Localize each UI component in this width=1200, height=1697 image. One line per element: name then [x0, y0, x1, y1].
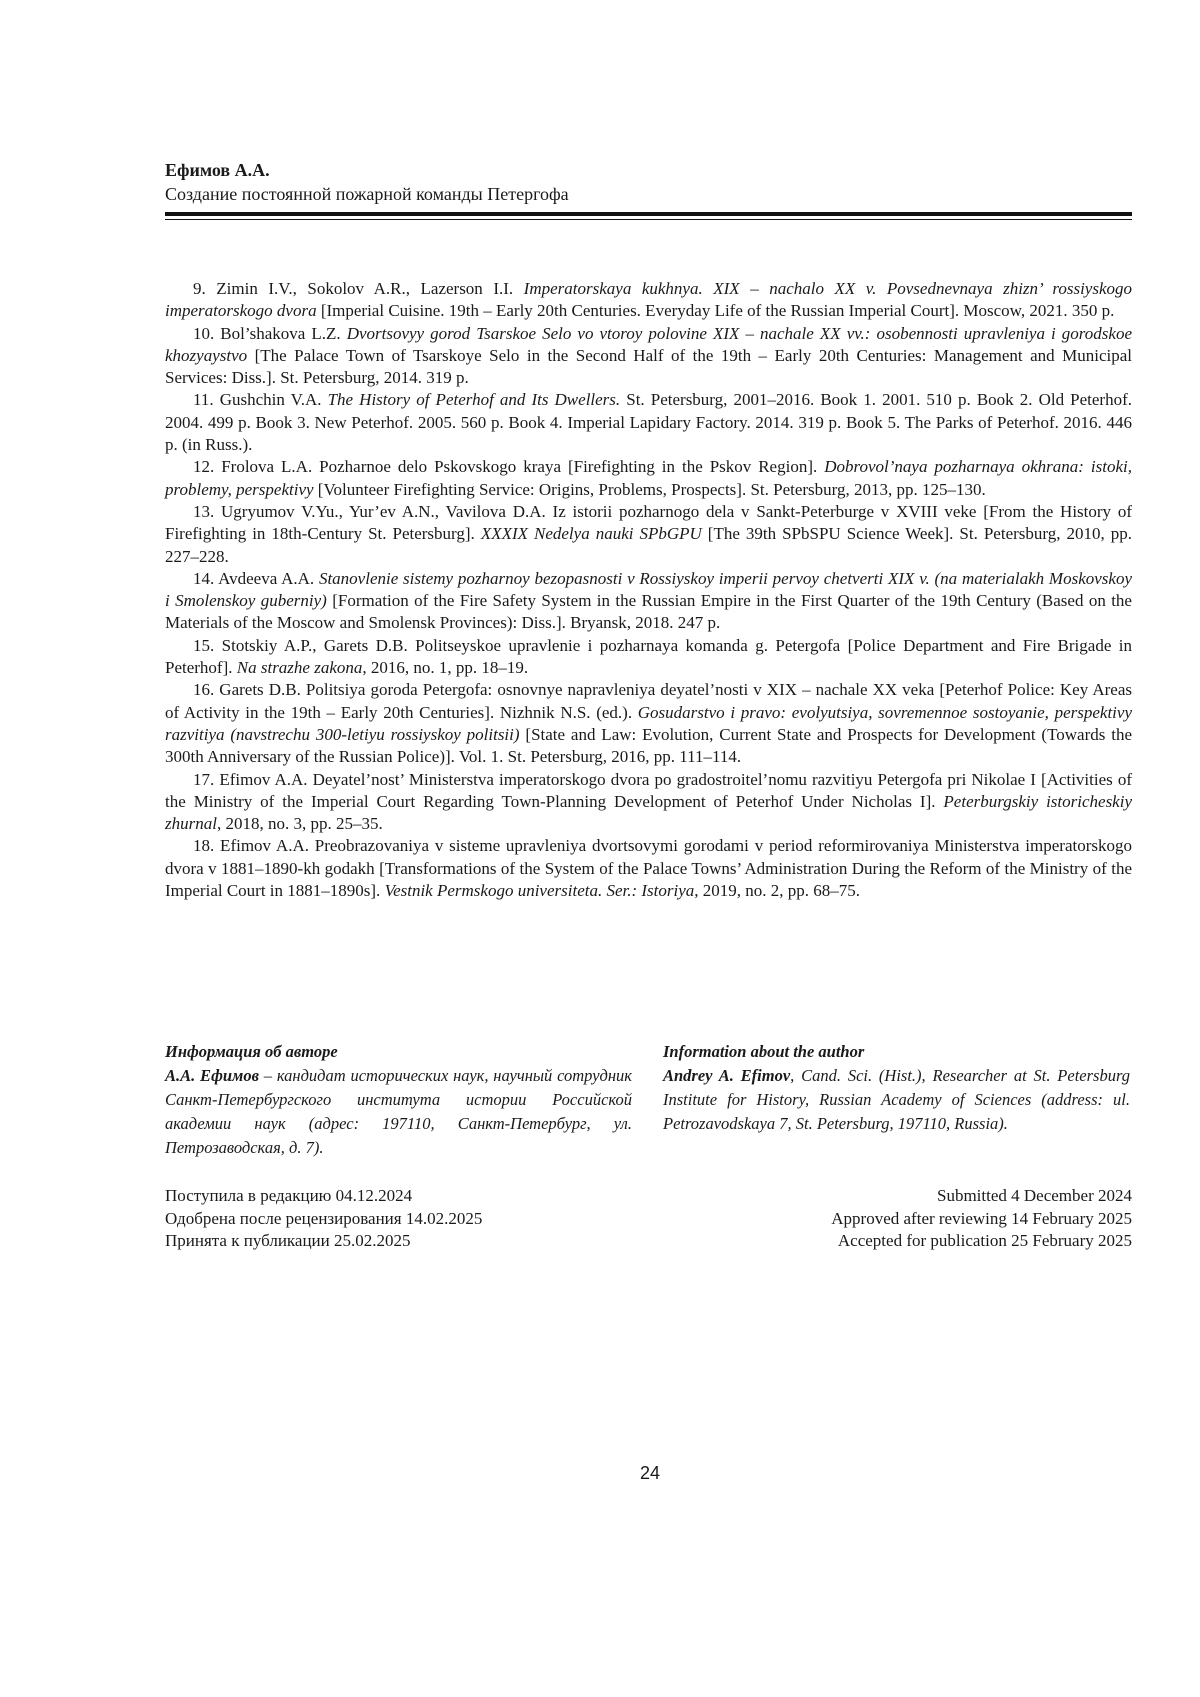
author-info-ru	[165, 1040, 632, 1160]
author-info-en	[663, 1040, 1130, 1136]
date-approved-en: Approved after reviewing 14 February 2025	[665, 1208, 1132, 1231]
reference-item: 10. Bol’shakova L.Z. Dvortsovyy gorod Tsarskoe Selo vo vtoroy polovine XIX – nachale XX vv.: osobennosti upravleniya i gorodskoe khozyaystvo [The Palace Town of Tsarskoye Selo in the Second Half of the 19th – Early 20th Centuries: Management and Municipal Services: Diss.]. St. Petersburg, 2014. 319 p.	[165, 323, 1132, 390]
header-rule-thin	[165, 219, 1132, 220]
date-accepted-en: Accepted for publication 25 February 2025	[665, 1230, 1132, 1253]
reference-item: 17. Efimov A.A. Deyatel’nost’ Ministerstva imperatorskogo dvora po gradostroitel’nomu razvitiyu Petergofa pri Nikolae I [Activities of the Ministry of the Imperial Court Regarding Town-Planning Development of Peterhof Under Nicholas I]. Peterburgskiy istoricheskiy zhurnal, 2018, no. 3, pp. 25–35.	[165, 769, 1132, 836]
reference-item: 18. Efimov A.A. Preobrazovaniya v sisteme upravleniya dvortsovymi gorodami v period reformirovaniya Ministerstva imperatorskogo dvora v 1881–1890-kh godakh [Transformations of the System of the Palace Towns’ Administration During the Reform of the Ministry of the Imperial Court in 1881–1890s]. Vestnik Permskogo universiteta. Ser.: Istoriya, 2019, no. 2, pp. 68–75.	[165, 835, 1132, 902]
reference-item: 13. Ugryumov V.Yu., Yur’ev A.N., Vavilova D.A. Iz istorii pozharnogo dela v Sankt-Peterburge v XVIII veke [From the History of Firefighting in 18th-Century St. Petersburg]. XXXIX Nedelya nauki SPbGPU [The 39th SPbSPU Science Week]. St. Petersburg, 2010, pp. 227–228.	[165, 501, 1132, 568]
page-number: 24	[0, 1463, 1200, 1484]
reference-item: 11. Gushchin V.A. The History of Peterhof and Its Dwellers. St. Petersburg, 2001–2016. Book 1. 2001. 510 p. Book 2. Old Peterhof. 2004. 499 p. Book 3. New Peterhof. 2005. 560 p. Book 4. Imperial Lapidary Factory. 2014. 319 p. Book 5. The Parks of Peterhof. 2016. 446 p. (in Russ.).	[165, 389, 1132, 456]
header-title: Создание постоянной пожарной команды Петергофа	[165, 182, 1132, 206]
header-rule-thick	[165, 212, 1132, 216]
running-header	[165, 158, 1132, 206]
author-info-ru-body: А.А. Ефимов – кандидат исторических наук, научный сотрудник Санкт-Петербургского института истории Российской академии наук (адрес: 197110, Санкт-Петербург, ул. Петрозаводская, д. 7).	[165, 1064, 632, 1160]
date-approved-ru: Одобрена после рецензирования 14.02.2025	[165, 1208, 632, 1231]
reference-item: 16. Garets D.B. Politsiya goroda Petergofa: osnovnye napravleniya deyatel’nosti v XIX – nachale XX veka [Peterhof Police: Key Areas of Activity in the 19th – Early 20th Centuries]. Nizhnik N.S. (ed.). Gosudarstvo i pravo: evolyutsiya, sovremennoe sostoyanie, perspektivy razvitiya (navstrechu 300-letiyu rossiyskoy politsii) [State and Law: Evolution, Current State and Prospects for Development (Towards the 300th Anniversary of the Russian Police)]. Vol. 1. St. Petersburg, 2016, pp. 111–114.	[165, 679, 1132, 768]
dates-ru	[165, 1185, 632, 1253]
header-author: Ефимов А.А.	[165, 158, 1132, 182]
reference-item: 15. Stotskiy A.P., Garets D.B. Politseyskoe upravlenie i pozharnaya komanda g. Petergofa [Police Department and Fire Brigade in Peterhof]. Na strazhe zakona, 2016, no. 1, pp. 18–19.	[165, 635, 1132, 680]
date-submitted-ru: Поступила в редакцию 04.12.2024	[165, 1185, 632, 1208]
reference-list	[165, 278, 1132, 902]
author-info-en-body: Andrey A. Efimov, Cand. Sci. (Hist.), Researcher at St. Petersburg Institute for History, Russian Academy of Sciences (address: ul. Petrozavodskaya 7, St. Petersburg, 197110, Russia).	[663, 1064, 1130, 1136]
dates-en	[665, 1185, 1132, 1253]
author-info-en-heading: Information about the author	[663, 1040, 1130, 1064]
reference-item: 14. Avdeeva A.A. Stanovlenie sistemy pozharnoy bezopasnosti v Rossiyskoy imperii pervoy chetverti XIX v. (na materialakh Moskovskoy i Smolenskoy guberniy) [Formation of the Fire Safety System in the Russian Empire in the First Quarter of the 19th Century (Based on the Materials of the Moscow and Smolensk Provinces): Diss.]. Bryansk, 2018. 247 p.	[165, 568, 1132, 635]
date-submitted-en: Submitted 4 December 2024	[665, 1185, 1132, 1208]
author-info-ru-heading: Информация об авторе	[165, 1040, 632, 1064]
reference-item: 12. Frolova L.A. Pozharnoe delo Pskovskogo kraya [Firefighting in the Pskov Region]. Dobrovol’naya pozharnaya okhrana: istoki, problemy, perspektivy [Volunteer Firefighting Service: Origins, Problems, Prospects]. St. Petersburg, 2013, pp. 125–130.	[165, 456, 1132, 501]
date-accepted-ru: Принята к публикации 25.02.2025	[165, 1230, 632, 1253]
reference-item: 9. Zimin I.V., Sokolov A.R., Lazerson I.I. Imperatorskaya kukhnya. XIX – nachalo XX v. Povsednevnaya zhizn’ rossiyskogo imperatorskogo dvora [Imperial Cuisine. 19th – Early 20th Centuries. Everyday Life of the Russian Imperial Court]. Moscow, 2021. 350 p.	[165, 278, 1132, 323]
